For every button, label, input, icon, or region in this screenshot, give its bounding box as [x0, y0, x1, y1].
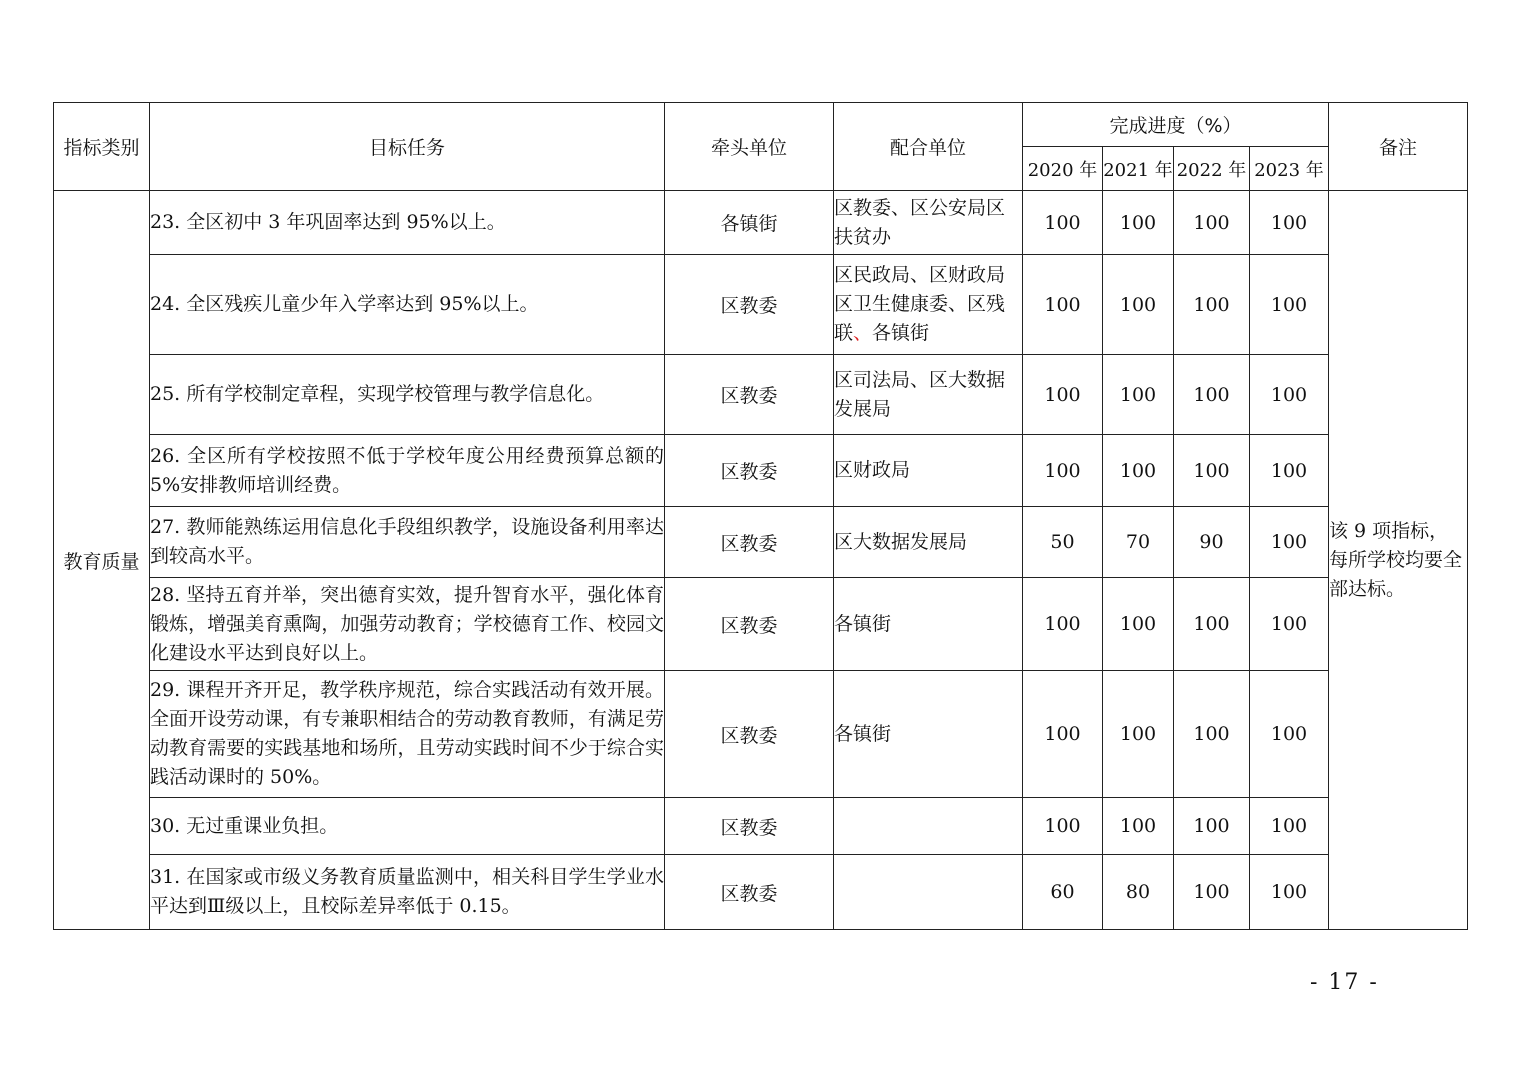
value-2023: 100 [1250, 191, 1329, 255]
page-number: - 17 - [1310, 970, 1379, 995]
value-2020: 100 [1023, 671, 1103, 798]
coop-unit-cell: 各镇街 [834, 671, 1023, 798]
header-year-2022: 2022 年 [1174, 147, 1250, 191]
task-cell: 31. 在国家或市级义务教育质量监测中，相关科目学生学业水平达到Ⅲ级以上，且校际差异率低于 0.15。 [150, 855, 665, 930]
coop-unit-text: 区民政局、区财政局区卫生健康委、区残联 [834, 264, 1006, 344]
lead-unit-cell: 区教委 [665, 435, 834, 507]
value-2020: 50 [1023, 507, 1103, 578]
task-cell: 29. 课程开齐开足，教学秩序规范，综合实践活动有效开展。全面开设劳动课，有专兼职相结合的劳动教育教师，有满足劳动教育需要的实践基地和场所，且劳动实践时间不少于综合实践活动课时的 50%。 [150, 671, 665, 798]
table-row [54, 855, 1468, 930]
value-2021: 100 [1103, 191, 1174, 255]
value-2023: 100 [1250, 507, 1329, 578]
value-2021: 100 [1103, 671, 1174, 798]
coop-unit-cell: 各镇街 [834, 578, 1023, 671]
value-2022: 100 [1174, 191, 1250, 255]
value-2023: 100 [1250, 671, 1329, 798]
coop-unit-cell: 区大数据发展局 [834, 507, 1023, 578]
header-category: 指标类别 [54, 103, 150, 191]
value-2021: 100 [1103, 435, 1174, 507]
table-row [54, 355, 1468, 435]
value-2020: 100 [1023, 578, 1103, 671]
coop-unit-cell: 区司法局、区大数据发展局 [834, 355, 1023, 435]
value-2023: 100 [1250, 255, 1329, 355]
lead-unit-cell: 区教委 [665, 255, 834, 355]
value-2021: 100 [1103, 255, 1174, 355]
value-2022: 100 [1174, 671, 1250, 798]
value-2022: 100 [1174, 798, 1250, 855]
table-row [54, 671, 1468, 798]
value-2023: 100 [1250, 855, 1329, 930]
task-cell: 26. 全区所有学校按照不低于学校年度公用经费预算总额的 5%安排教师培训经费。 [150, 435, 665, 507]
value-2020: 100 [1023, 798, 1103, 855]
header-progress: 完成进度（%） [1023, 103, 1329, 147]
note-cell: 该 9 项指标，每所学校均要全部达标。 [1329, 191, 1468, 930]
value-2021: 80 [1103, 855, 1174, 930]
header-year-2021: 2021 年 [1103, 147, 1174, 191]
lead-unit-cell: 区教委 [665, 855, 834, 930]
table-row [54, 507, 1468, 578]
header-task: 目标任务 [150, 103, 665, 191]
value-2020: 100 [1023, 191, 1103, 255]
task-cell: 30. 无过重课业负担。 [150, 798, 665, 855]
coop-unit-cell: 区教委、区公安局区扶贫办 [834, 191, 1023, 255]
value-2021: 100 [1103, 798, 1174, 855]
category-cell: 教育质量 [54, 191, 150, 930]
value-2023: 100 [1250, 355, 1329, 435]
value-2023: 100 [1250, 798, 1329, 855]
lead-unit-cell: 各镇街 [665, 191, 834, 255]
table-row [54, 578, 1468, 671]
value-2022: 100 [1174, 355, 1250, 435]
coop-unit-cell [834, 798, 1023, 855]
table-row [54, 435, 1468, 507]
table-row [54, 191, 1468, 255]
lead-unit-cell: 区教委 [665, 671, 834, 798]
task-cell: 25. 所有学校制定章程，实现学校管理与教学信息化。 [150, 355, 665, 435]
header-coop-unit: 配合单位 [834, 103, 1023, 191]
value-2021: 100 [1103, 355, 1174, 435]
header-lead-unit: 牵头单位 [665, 103, 834, 191]
coop-unit-text: 各镇街 [872, 322, 930, 344]
coop-unit-cell [834, 855, 1023, 930]
header-year-2020: 2020 年 [1023, 147, 1103, 191]
indicator-table [53, 102, 1468, 930]
header-note: 备注 [1329, 103, 1468, 191]
coop-unit-cell: 区财政局 [834, 435, 1023, 507]
table-row [54, 255, 1468, 355]
value-2020: 60 [1023, 855, 1103, 930]
table-row [54, 798, 1468, 855]
value-2020: 100 [1023, 435, 1103, 507]
task-cell: 27. 教师能熟练运用信息化手段组织教学，设施设备利用率达到较高水平。 [150, 507, 665, 578]
value-2021: 100 [1103, 578, 1174, 671]
red-separator: 、 [853, 322, 873, 344]
value-2022: 100 [1174, 255, 1250, 355]
value-2022: 100 [1174, 578, 1250, 671]
value-2022: 90 [1174, 507, 1250, 578]
value-2020: 100 [1023, 255, 1103, 355]
value-2021: 70 [1103, 507, 1174, 578]
coop-unit-cell [834, 255, 1023, 355]
lead-unit-cell: 区教委 [665, 798, 834, 855]
value-2022: 100 [1174, 435, 1250, 507]
value-2023: 100 [1250, 578, 1329, 671]
lead-unit-cell: 区教委 [665, 507, 834, 578]
lead-unit-cell: 区教委 [665, 578, 834, 671]
value-2023: 100 [1250, 435, 1329, 507]
value-2022: 100 [1174, 855, 1250, 930]
value-2020: 100 [1023, 355, 1103, 435]
header-year-2023: 2023 年 [1250, 147, 1329, 191]
task-cell: 24. 全区残疾儿童少年入学率达到 95%以上。 [150, 255, 665, 355]
lead-unit-cell: 区教委 [665, 355, 834, 435]
task-cell: 28. 坚持五育并举，突出德育实效，提升智育水平，强化体育锻炼，增强美育熏陶，加强劳动教育；学校德育工作、校园文化建设水平达到良好以上。 [150, 578, 665, 671]
task-cell: 23. 全区初中 3 年巩固率达到 95%以上。 [150, 191, 665, 255]
